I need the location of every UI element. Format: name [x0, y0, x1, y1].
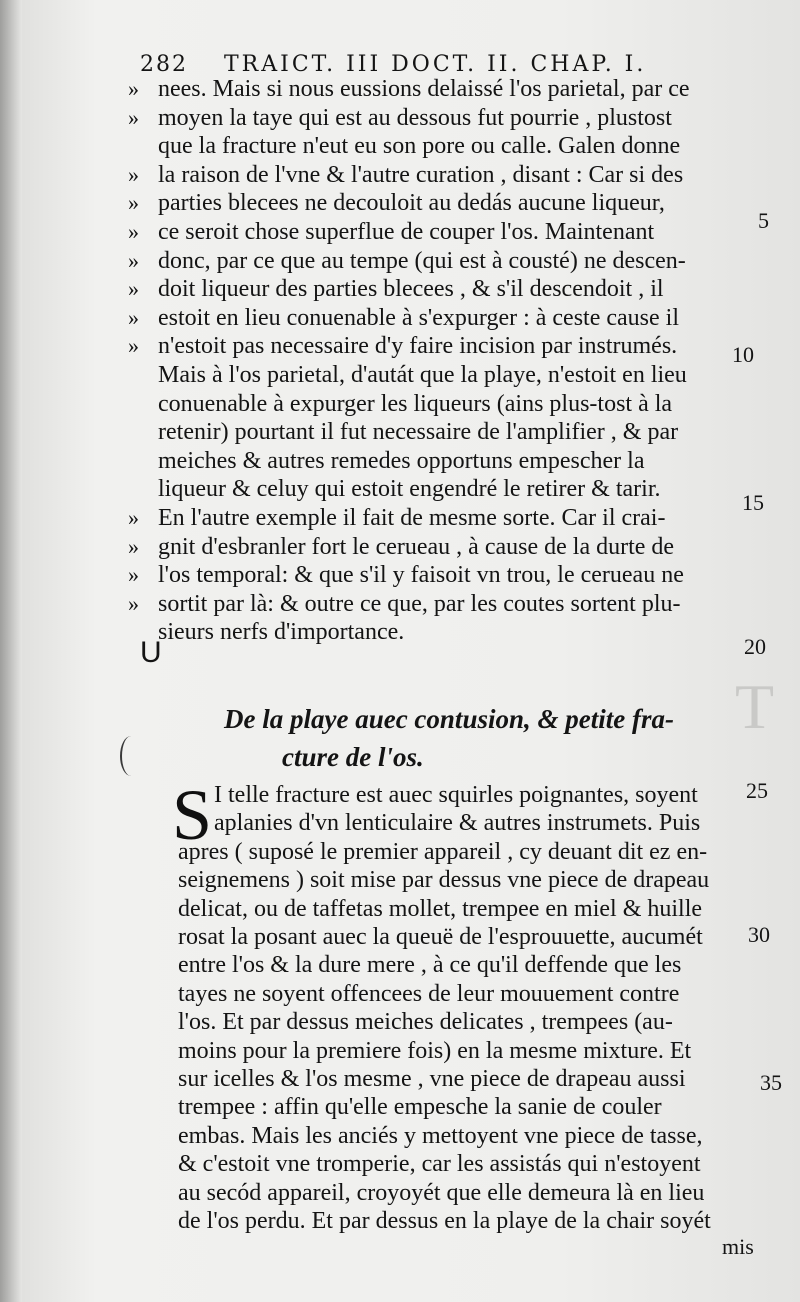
quote-mark: »	[128, 105, 139, 130]
body-line: retenir) pourtant il fut necessaire de l'amplifier , & par	[158, 419, 679, 445]
body-line: doit liqueur des parties blecees , & s'il descendoit , il	[158, 276, 664, 302]
quote-mark: »	[128, 248, 139, 273]
body-line: sortit par là: & outre ce que, par les coutes sortent plu-	[158, 591, 681, 617]
body-line: estoit en lieu conuenable à s'expurger : à ceste cause il	[158, 305, 680, 331]
quote-mark: »	[128, 219, 139, 244]
section-line: delicat, ou de taffetas mollet, trempee en miel & huille	[178, 896, 703, 922]
section-marker: U	[140, 636, 162, 669]
body-line: la raison de l'vne & l'autre curation , disant : Car si des	[158, 162, 684, 188]
body-line: l'os temporal: & que s'il y faisoit vn trou, le cerueau ne	[158, 562, 684, 588]
body-line: En l'autre exemple il fait de mesme sorte. Car il crai-	[158, 505, 666, 531]
line-number-25: 25	[746, 778, 768, 803]
body-line: donc, par ce que au tempe (qui est à cousté) ne descen-	[158, 248, 686, 274]
body-line: que la fracture n'eut eu son pore ou calle. Galen donne	[158, 133, 681, 159]
body-line: n'estoit pas necessaire d'y faire incision par instrumés.	[158, 333, 678, 359]
body-line: liqueur & celuy qui estoit engendré le retirer & tarir.	[158, 476, 661, 502]
section-line: seignemens ) soit mise par dessus vne piece de drapeau	[178, 867, 710, 893]
section-line: de l'os perdu. Et par dessus en la playe de la chair soyét	[178, 1208, 711, 1234]
section-line: trempee : affin qu'elle empesche la sanie de couler	[178, 1094, 662, 1120]
show-through-letter: T	[735, 671, 775, 742]
line-number-10: 10	[732, 342, 754, 367]
body-line: nees. Mais si nous eussions delaissé l'os parietal, par ce	[158, 76, 690, 102]
section-line: au secód appareil, croyoyét que elle demeura là en lieu	[178, 1180, 705, 1206]
body-line: meiches & autres remedes opportuns empescher la	[158, 448, 645, 474]
section-heading-line-2: cture de l'os.	[282, 742, 424, 772]
section-line: embas. Mais les anciés y mettoyent vne piece de tasse,	[178, 1123, 703, 1149]
section-line: entre l'os & la dure mere , à ce qu'il deffende que les	[178, 952, 682, 978]
body-line: gnit d'esbranler fort le cerueau , à cause de la durte de	[158, 534, 675, 560]
page-number: 282	[140, 52, 188, 77]
quote-mark: »	[128, 162, 139, 187]
section-line: sur icelles & l'os mesme , vne piece de drapeau aussi	[178, 1066, 686, 1092]
section-line: aplanies d'vn lenticulaire & autres instrumets. Puis	[214, 810, 701, 836]
line-number-30: 30	[748, 922, 770, 947]
running-title: TRAICT. III DOCT. II. CHAP. I.	[224, 52, 647, 77]
catchword: mis	[722, 1234, 754, 1259]
quote-mark: »	[128, 305, 139, 330]
quote-mark: »	[128, 562, 139, 587]
section-line: tayes ne soyent offencees de leur mouuement contre	[178, 981, 680, 1007]
line-number-15: 15	[742, 490, 764, 515]
section-line: I telle fracture est auec squirles poignantes, soyent	[214, 782, 698, 808]
section-line: l'os. Et par dessus meiches delicates , trempees (au-	[178, 1009, 673, 1035]
body-line: conuenable à expurger les liqueurs (ains plus-tost à la	[158, 391, 673, 417]
section-line: & c'estoit vne tromperie, car les assistás qui n'estoyent	[178, 1151, 701, 1177]
margin-pen-mark	[120, 736, 142, 776]
quote-mark: »	[128, 190, 139, 215]
body-line: ce seroit chose superflue de couper l'os. Maintenant	[158, 219, 655, 245]
line-number-35: 35	[760, 1070, 782, 1095]
quote-mark: »	[128, 505, 139, 530]
line-number-20: 20	[744, 634, 766, 659]
section-line: moins pour la premiere fois) en la mesme mixture. Et	[178, 1038, 692, 1064]
body-line: Mais à l'os parietal, d'autát que la playe, n'estoit en lieu	[158, 362, 687, 388]
page-gutter-shadow	[0, 0, 22, 1302]
body-line: sieurs nerfs d'importance.	[158, 619, 405, 645]
section-heading-line-1: De la playe auec contusion, & petite fra-	[224, 704, 674, 734]
section-line: rosat la posant auec la queuë de l'esprouuette, aucumét	[178, 924, 703, 950]
quote-mark: »	[128, 276, 139, 301]
section-line: apres ( suposé le premier appareil , cy deuant dit ez en-	[178, 839, 708, 865]
quote-mark: »	[128, 333, 139, 358]
quote-mark: »	[128, 591, 139, 616]
drop-cap: S	[172, 775, 213, 855]
line-number-5: 5	[758, 208, 769, 233]
body-line: parties blecees ne decouloit au dedás aucune liqueur,	[158, 190, 665, 216]
body-line: moyen la taye qui est au dessous fut pourrie , plustost	[158, 105, 672, 131]
quote-mark: »	[128, 534, 139, 559]
quote-mark: »	[128, 76, 139, 101]
